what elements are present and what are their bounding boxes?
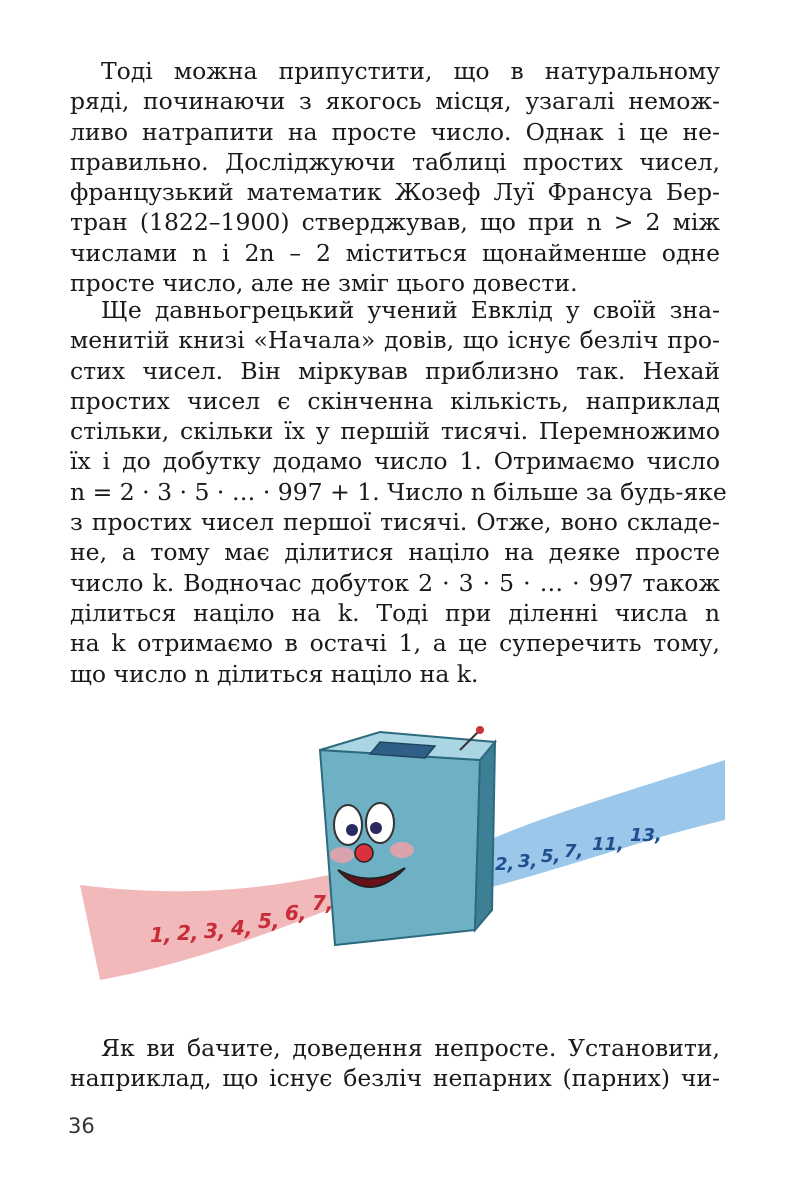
- text-line: простих чисел є скінченна кількість, наприклад: [70, 386, 720, 415]
- text-line: стільки, скільки їх у першій тисячі. Перемножимо: [70, 417, 720, 446]
- paragraph-euclid: [70, 295, 727, 689]
- text-line: їх і до добутку додамо число 1. Отримаємо число: [70, 447, 720, 476]
- text-line: що число n ділиться націло на k.: [70, 659, 479, 688]
- page-number: 36: [68, 1114, 95, 1138]
- ribbon-number: 3,: [518, 851, 538, 872]
- text-line: правильно. Досліджуючи таблиці простих чисел,: [70, 147, 720, 176]
- text-line: тран (1822–1900) стверджував, що при n > 2 між: [70, 208, 720, 237]
- text-line: ряді, починаючи з якогось місця, узагалі немож-: [70, 87, 720, 116]
- ribbon-number: 5,: [258, 909, 280, 933]
- text-line: n = 2 · 3 · 5 · … · 997 + 1. Число n більше за будь-яке: [70, 477, 727, 506]
- text-line: менитій книзі «Начала» довів, що існує безліч про-: [70, 326, 720, 355]
- text-line: ливо натрапити на просте число. Однак і це не-: [70, 117, 720, 146]
- text-line: Тоді можна припустити, що в натуральному: [101, 57, 720, 85]
- ribbon-number: 7,: [564, 841, 584, 862]
- text-line: ділиться націло на k. Тоді при діленні числа n: [70, 598, 720, 627]
- paragraph-conclusion: [70, 1033, 720, 1094]
- ribbon-number: 4,: [231, 916, 253, 940]
- ribbon-number: 5,: [541, 846, 561, 867]
- text-line: Як ви бачите, доведення непросте. Установити,: [101, 1034, 720, 1062]
- text-line: французький математик Жозеф Луї Франсуа Бер-: [70, 178, 720, 207]
- text-line: Ще давньогрецький учений Евклід у своїй зна-: [101, 296, 720, 324]
- prime-sieve-machine-illustration: [80, 720, 725, 985]
- ribbon-number: 3,: [204, 919, 226, 943]
- ribbon-number: 11,: [592, 834, 624, 855]
- paragraph-bertrand: [70, 56, 720, 298]
- ribbon-number: 2,: [177, 921, 199, 945]
- text-line: просте число, але не зміг цього довести.: [70, 269, 578, 298]
- ribbon-number: 6,: [285, 901, 307, 925]
- text-line: наприклад, що існує безліч непарних (парних) чи-: [70, 1064, 720, 1093]
- text-line: число k. Водночас добуток 2 · 3 · 5 · … · 997 також: [70, 568, 720, 597]
- text-line: числами n і 2n – 2 міститься щонайменше одне: [70, 238, 720, 267]
- text-line: з простих чисел першої тисячі. Отже, воно складе-: [70, 508, 720, 537]
- ribbon-number: 13,: [630, 825, 662, 846]
- machine-robot: [320, 726, 495, 945]
- text-line: на k отримаємо в остачі 1, а це суперечить тому,: [70, 629, 720, 658]
- ribbon-number: 2,: [495, 854, 515, 875]
- text-line: стих чисел. Він міркував приблизно так. Нехай: [70, 356, 720, 385]
- text-line: не, а тому має ділитися націло на деяке просте: [70, 538, 720, 567]
- ribbon-number: 1,: [150, 923, 172, 947]
- ribbon-number: 7,: [312, 891, 334, 915]
